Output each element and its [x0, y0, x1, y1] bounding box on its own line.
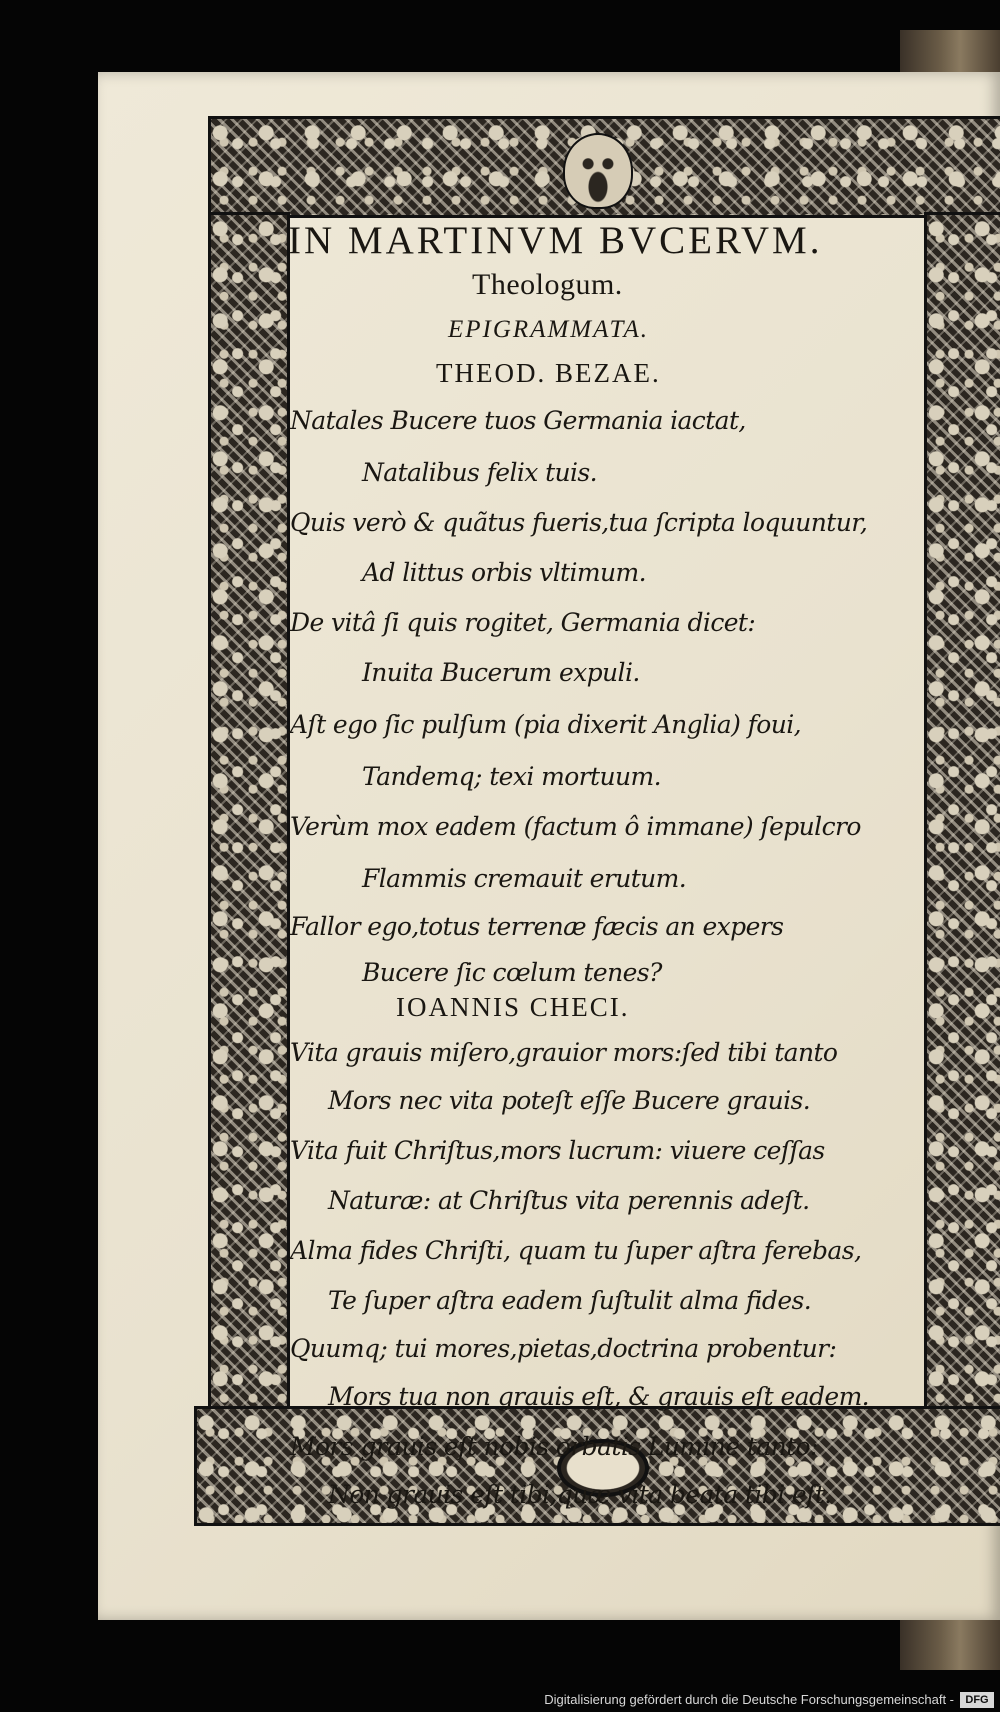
- verse-line: Non grauis eſt tibi,quæ vita beata tibi eſt.: [328, 1480, 832, 1509]
- verse-line: Quumq; tui mores,pietas,doctrina probentur:: [290, 1334, 837, 1363]
- grotesque-mask-icon: [563, 133, 633, 209]
- verse-line: Natalibus felix tuis.: [362, 458, 598, 487]
- verse-line: Fallor ego,totus terrenæ fæcis an expers: [290, 912, 784, 941]
- verse-line: Tandemq; texi mortuum.: [362, 762, 661, 791]
- verse-line: Mors nec vita poteſt eſſe Bucere grauis.: [328, 1086, 811, 1115]
- woodcut-border-right: [924, 212, 1000, 1412]
- verse-line: Mors tua non grauis eſt, & grauis eſt eadem.: [328, 1382, 870, 1411]
- poem-author: IOANNIS CHECI.: [396, 992, 630, 1022]
- poem-author: THEOD. BEZAE.: [436, 358, 661, 388]
- woodcut-border-top: [208, 116, 1000, 218]
- verse-line: Naturæ: at Chriſtus vita perennis adeſt.: [328, 1186, 810, 1215]
- verse-line: Verùm mox eadem (factum ô immane) ſepulcro: [290, 812, 861, 841]
- book-page: [98, 72, 1000, 1620]
- section-heading: EPIGRAMMATA.: [448, 316, 650, 343]
- verse-line: Vita grauis miſero,grauior mors:ſed tibi tanto: [290, 1038, 838, 1067]
- dfg-logo-icon: DFG: [960, 1692, 994, 1708]
- page-title: IN MARTINVM BVCERVM.: [288, 219, 823, 262]
- verse-line: Flammis cremauit erutum.: [362, 864, 687, 893]
- verse-line: Alma fides Chriſti, quam tu ſuper aſtra ferebas,: [290, 1236, 862, 1265]
- epigram-text-block: [288, 216, 920, 1509]
- woodcut-border-left: [208, 212, 290, 1412]
- digitization-footer: [0, 1690, 1000, 1712]
- verse-line: Mors grauis eſt nobis orbatis Lumine tanto:: [290, 1432, 818, 1461]
- verse-line: Inuita Bucerum expuli.: [362, 658, 640, 687]
- verse-line: Aſt ego ſic pulſum (pia dixerit Anglia) foui,: [290, 710, 801, 739]
- verse-line: Bucere ſic cœlum tenes?: [362, 958, 662, 987]
- verse-line: Vita fuit Chriſtus,mors lucrum: viuere ceſſas: [290, 1136, 825, 1165]
- page-subtitle: Theologum.: [472, 268, 623, 301]
- verse-line: Natales Bucere tuos Germania iactat,: [290, 406, 746, 435]
- woodcut-border-frame: [208, 116, 1000, 1509]
- verse-line: Quis verò & quãtus fueris,tua ſcripta loquuntur,: [290, 508, 868, 537]
- verse-line: Te ſuper aſtra eadem ſuſtulit alma fides.: [328, 1286, 812, 1315]
- verse-line: De vitâ ſi quis rogitet, Germania dicet:: [290, 608, 756, 637]
- verse-line: Ad littus orbis vltimum.: [362, 558, 646, 587]
- footer-credit: Digitalisierung gefördert durch die Deutsche Forschungsgemeinschaft -: [544, 1692, 954, 1707]
